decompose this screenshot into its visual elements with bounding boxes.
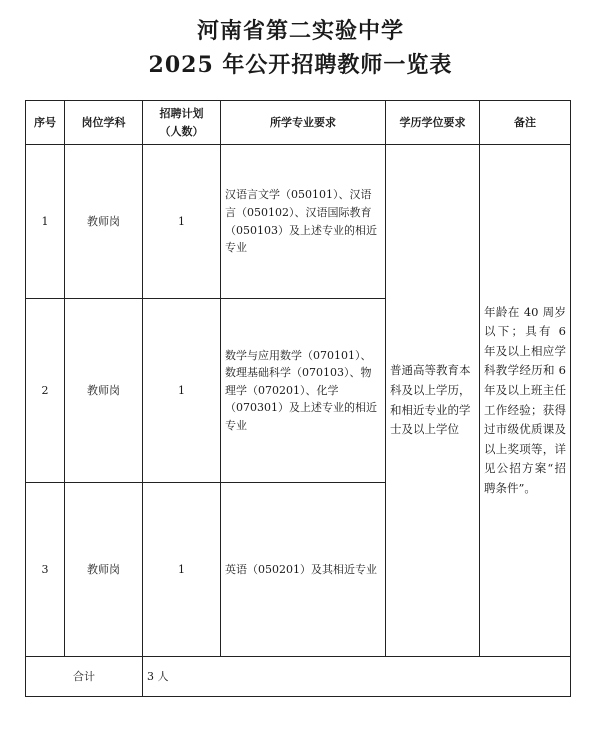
header-no: 序号 (26, 101, 65, 145)
row-count: 1 (143, 299, 221, 483)
header-plan-line2: （人数） (159, 124, 204, 138)
header-plan-line1: 招聘计划 (159, 106, 204, 120)
header-position: 岗位学科 (65, 101, 143, 145)
header-remark: 备注 (480, 101, 571, 145)
total-label: 合计 (26, 657, 143, 697)
degree-requirement: 普通高等教育本科及以上学历，和相近专业的学士及以上学位 (386, 145, 480, 657)
row-no: 2 (26, 299, 65, 483)
header-degree: 学历学位要求 (386, 101, 480, 145)
row-no: 3 (26, 483, 65, 657)
total-row (26, 657, 571, 697)
header-row (26, 101, 571, 145)
row-major: 数学与应用数学（070101）、数理基础科学（070103）、物理学（070201）、化学（070301）及上述专业的相近专业 (221, 299, 386, 483)
total-value: 3 人 (143, 657, 571, 697)
row-major: 英语（050201）及其相近专业 (221, 483, 386, 657)
page-title: 河南省第二实验中学 (196, 18, 404, 44)
row-major: 汉语言文学（050101）、汉语言（050102）、汉语国际教育（050103）及上述专业的相近专业 (221, 145, 386, 299)
row-position: 教师岗 (65, 483, 143, 657)
page-subtitle: 2025 年公开招聘教师一览表 (148, 52, 453, 78)
row-no: 1 (26, 145, 65, 299)
header-major: 所学专业要求 (221, 101, 386, 145)
table-row (26, 145, 571, 299)
recruitment-table (25, 100, 571, 697)
row-count: 1 (143, 145, 221, 299)
row-position: 教师岗 (65, 299, 143, 483)
row-position: 教师岗 (65, 145, 143, 299)
row-count: 1 (143, 483, 221, 657)
header-plan (143, 101, 221, 145)
remark-cell: 年龄在 40 周岁以下；具有 6 年及以上相应学科教学经历和 6 年及以上班主任工作经验；获得过市级优质课及以上奖项等，详见公招方案“招聘条件”。 (480, 145, 571, 657)
